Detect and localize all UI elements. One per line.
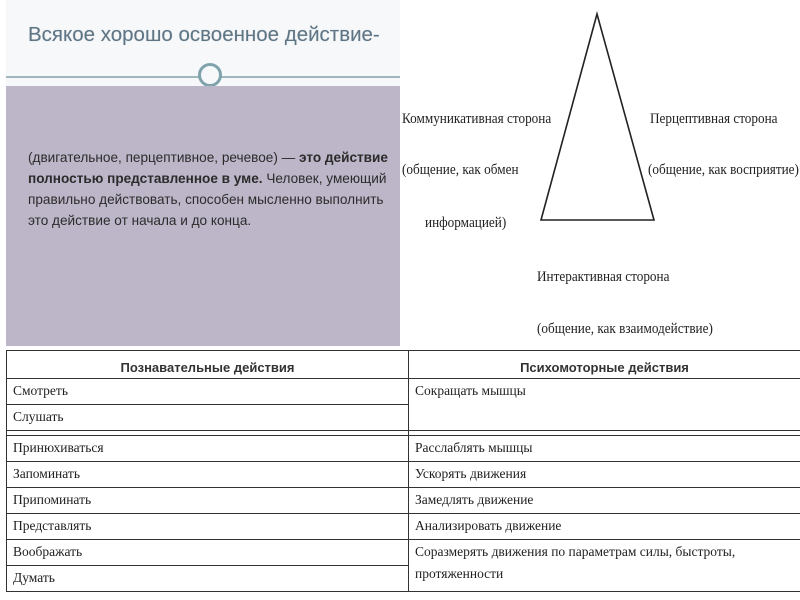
table-row: [7, 436, 800, 462]
cell-cognitive: Воображать: [7, 540, 409, 566]
interactive-sub: (общение, как взаимодействие): [537, 321, 713, 337]
cell-psychomotor: Расслаблять мышцы: [409, 436, 800, 462]
cell-psychomotor: Замедлять движение: [409, 488, 800, 514]
cell-cognitive: Думать: [7, 566, 409, 592]
slide-text-rest: Человек, умеющий правильно действовать, способен мысленно выполнить это действие от начала и до конца.: [28, 171, 387, 228]
slide-text-intro: (двигательное, перцептивное, речевое) —: [28, 150, 296, 165]
cell-cognitive: Запоминать: [7, 462, 409, 488]
slide-text-bold: это действие полностью представленное в уме.: [28, 150, 388, 186]
slide-card: [6, 0, 400, 346]
cell-cognitive: Слушать: [7, 405, 409, 431]
actions-table-wrap: [6, 350, 800, 600]
cell-psychomotor: Анализировать движение: [409, 514, 800, 540]
cell-psychomotor: Соразмерять движения по параметрам силы, быстроты, протяженности: [409, 540, 800, 592]
cell-psychomotor: Ускорять движения: [409, 462, 800, 488]
cell-cognitive: Представлять: [7, 514, 409, 540]
table-row: [7, 488, 800, 514]
communicative-label: Коммуникативная сторона: [402, 111, 552, 127]
table-row: [7, 379, 800, 405]
perceptive-sub: (общение, как восприятие): [648, 162, 799, 178]
slide-body: [6, 86, 400, 346]
divider-circle-icon: [198, 63, 222, 87]
cell-cognitive: Принюхиваться: [7, 436, 409, 462]
table-row: [7, 514, 800, 540]
communicative-sub-1: (общение, как обмен: [402, 162, 519, 178]
communication-diagram: [400, 0, 800, 350]
cell-cognitive: Смотреть: [7, 379, 409, 405]
header-cognitive: Познавательные действия: [7, 351, 409, 379]
table-row: [7, 462, 800, 488]
actions-table: [6, 350, 800, 592]
perceptive-label: Перцептивная сторона: [650, 111, 778, 127]
communicative-sub-2: информацией): [425, 215, 507, 231]
table-row: [7, 540, 800, 566]
cell-psychomotor: Сокращать мышцы: [409, 379, 800, 431]
interactive-label: Интерактивная сторона: [537, 269, 670, 285]
header-psychomotor: Психомоторные действия: [409, 351, 800, 379]
slide-title: Всякое хорошо освоенное действие-: [28, 23, 380, 46]
slide-text: [28, 147, 393, 231]
cell-cognitive: Припоминать: [7, 488, 409, 514]
